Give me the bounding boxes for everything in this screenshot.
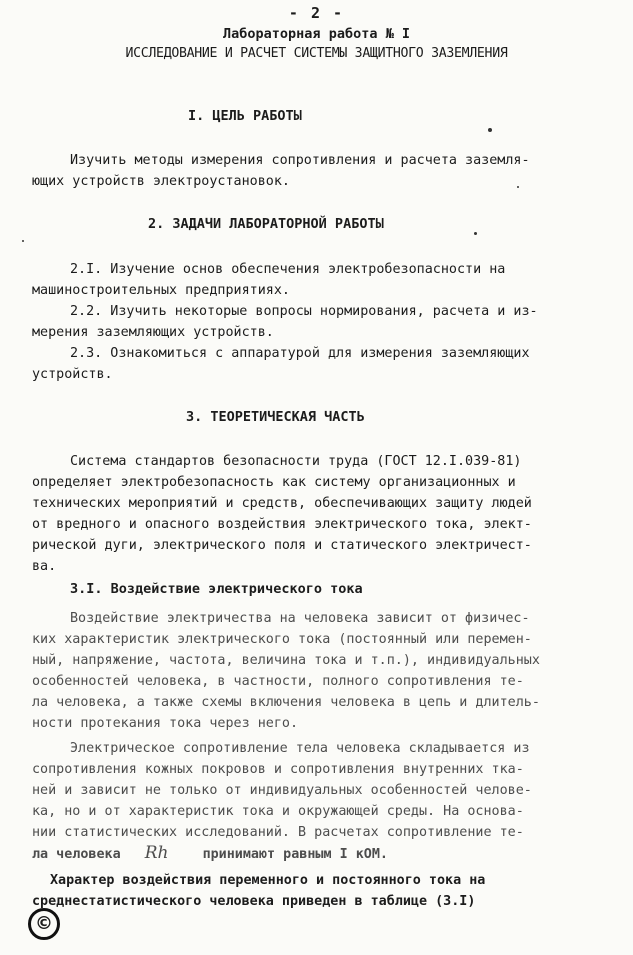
text-line: Воздействие электричества на человека зависит от физичес-: [70, 611, 530, 626]
text-line: особенностей человека, в частности, полного сопротивления те-: [32, 674, 524, 689]
text-line: технических мероприятий и средств, обеспечивающих защиту людей: [32, 496, 532, 511]
text-line: Характер воздействия переменного и постоянного тока на: [50, 873, 486, 888]
section3-para3: [32, 870, 485, 912]
section3-para1: [32, 608, 540, 734]
section2-heading: 2. ЗАДАЧИ ЛАБОРАТОРНОЙ РАБОТЫ: [148, 216, 384, 232]
text-line: Изучить методы измерения сопротивления и расчета заземля-: [70, 153, 530, 168]
text-line: определяет электробезопасность как систему организационных и: [32, 475, 516, 490]
list-item-cont: машиностроительных предприятиях.: [32, 283, 290, 298]
text-line: рической дуги, электрического поля и статического электричест-: [32, 538, 532, 553]
scan-speck: [474, 232, 477, 235]
text-line: ней и зависит не только от индивидуальных особенностей челове-: [32, 783, 532, 798]
text-line: от вредного и опасного воздействия электрического тока, элект-: [32, 517, 532, 532]
section3-intro: [32, 451, 532, 577]
text-line: сопротивления кожных покровов и сопротивления внутренних тка-: [32, 762, 524, 777]
list-item: 2.I. Изучение основ обеспечения электробезопасности на: [70, 262, 506, 277]
list-item-cont: мерения заземляющих устройств.: [32, 325, 274, 340]
work-label: Лабораторная работа № I: [223, 26, 410, 42]
section2-list: [32, 259, 538, 385]
work-title: ИССЛЕДОВАНИЕ И РАСЧЕТ СИСТЕМЫ ЗАЩИТНОГО ЗАЗЕМЛЕНИЯ: [125, 46, 508, 61]
list-item: 2.2. Изучить некоторые вопросы нормирования, расчета и из-: [70, 304, 538, 319]
list-item: 2.3. Ознакомиться с аппаратурой для измерения заземляющих: [70, 346, 530, 361]
section3-heading: 3. ТЕОРЕТИЧЕСКАЯ ЧАСТЬ: [186, 409, 365, 425]
section3-para2: [32, 738, 532, 865]
scan-speck: [22, 240, 24, 242]
page-number: - 2 -: [288, 4, 345, 22]
text-line: нии статистических исследований. В расчетах сопротивление те-: [32, 825, 524, 840]
section1-text: [32, 150, 530, 192]
list-item-cont: устройств.: [32, 367, 113, 382]
text-line: ющих устройств электроустановок.: [32, 174, 290, 189]
scan-speck: [488, 128, 492, 132]
handwritten-symbol: Rh: [144, 843, 169, 863]
text-line-with-symbol: [32, 843, 532, 865]
text-line: Система стандартов безопасности труда (ГОСТ 12.I.039-81): [70, 454, 522, 469]
text-line: ка, но и от характеристик тока и окружающей среды. На основа-: [32, 804, 524, 819]
subsection-heading: 3.I. Воздействие электрического тока: [70, 581, 363, 597]
copyright-stamp: ©: [28, 908, 60, 940]
text-fragment: ла человека: [32, 847, 121, 862]
text-line: ла человека, а также схемы включения человека в цепь и длитель-: [32, 695, 540, 710]
text-line: Электрическое сопротивление тела человека складывается из: [70, 741, 530, 756]
section1-heading: I. ЦЕЛЬ РАБОТЫ: [188, 108, 302, 124]
text-fragment: принимают равным I кОМ.: [202, 847, 388, 862]
text-line: среднестатистического человека приведен в таблице (3.I): [32, 894, 476, 909]
text-line: ности протекания тока через него.: [32, 716, 299, 731]
text-line: ва.: [32, 559, 57, 574]
text-line: ких характеристик электрического тока (постоянный или перемен-: [32, 632, 532, 647]
text-line: ный, напряжение, частота, величина тока и т.п.), индивидуальных: [32, 653, 540, 668]
